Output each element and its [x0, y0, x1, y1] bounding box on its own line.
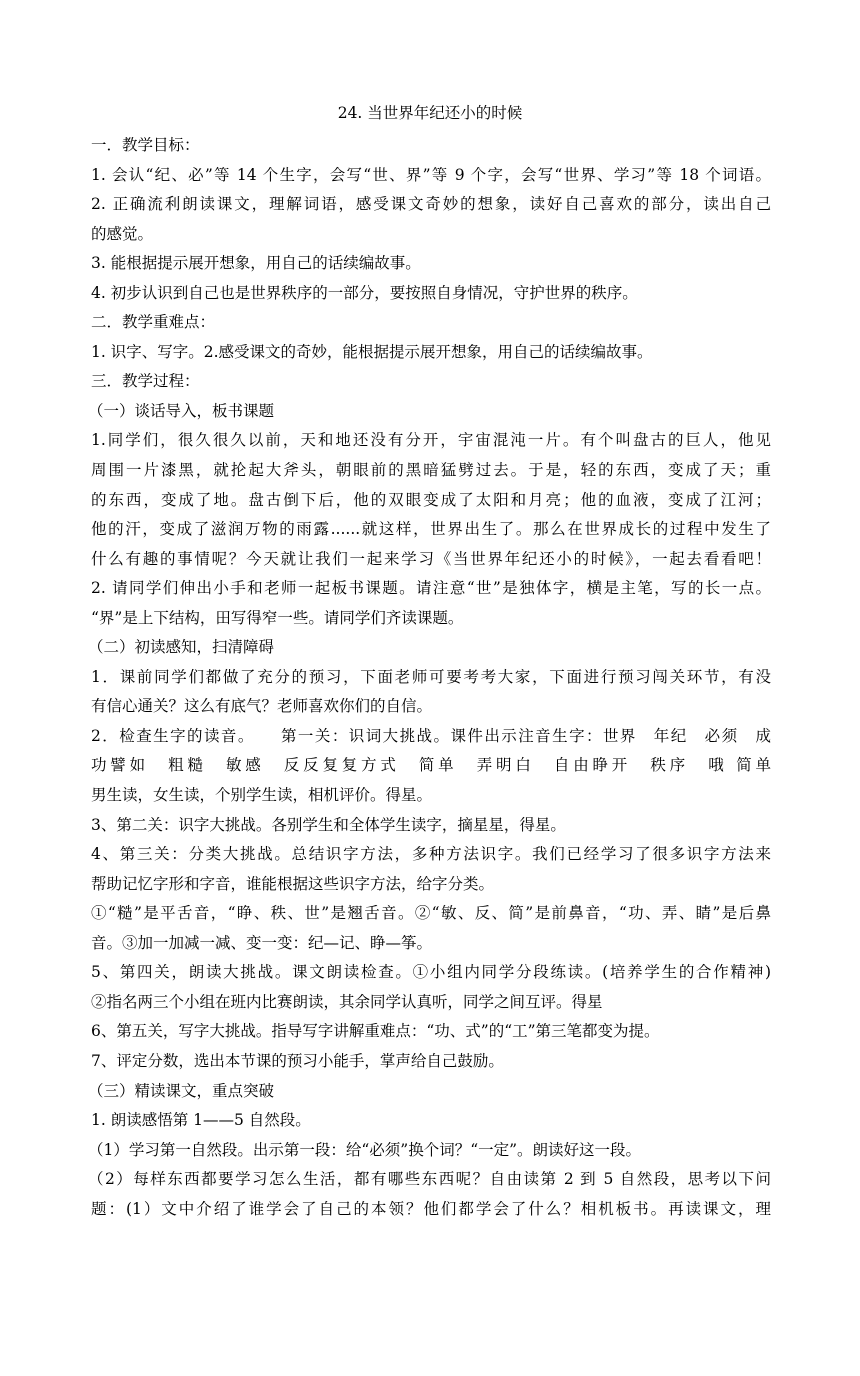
text-line: 男生读，女生读，个别学生读，相机评价。得星。: [91, 786, 433, 805]
text-line: 二．教学重难点：: [91, 313, 216, 332]
text-line: 2．检查生字的读音。 第一关：识词大挑战。课件出示注音生字：世界 年纪 必须 成: [91, 726, 771, 745]
text-line: 题：(1）文中介绍了谁学会了自己的本领？他们都学会了什么？相机板书。再读课文，理: [91, 1199, 771, 1218]
text-line: 6、第五关，写字大挑战。指导写字讲解重难点：“功、式”的“工”第三笔都变为提。: [91, 1022, 660, 1041]
document-title: 24. 当世界年纪还小的时候: [337, 104, 523, 122]
text-line: 音。③加一加减一减、变一变：纪—记、睁—筝。: [91, 933, 433, 952]
text-line: （2）每样东西都要学习怎么生活，都有哪些东西呢？自由读第 2 到 5 自然段，思考以下问: [88, 1170, 771, 1189]
text-line: 7、评定分数，选出本节课的预习小能手，掌声给自己鼓励。: [91, 1051, 504, 1070]
text-line: 1. 会认“纪、必”等 14 个生字，会写“世、界”等 9 个字，会写“世界、学习”等 18 个词语。: [91, 165, 771, 184]
text-line: 一．教学目标：: [91, 136, 200, 154]
text-line: 1. 识字、写字。2.感受课文的奇妙，能根据提示展开想象，用自己的话续编故事。: [91, 342, 653, 361]
text-line: 三．教学过程：: [91, 372, 200, 391]
text-line: 2. 正确流利朗读课文，理解词语，感受课文奇妙的想象，读好自己喜欢的部分，读出自己: [91, 195, 771, 214]
text-line: 1．课前同学们都做了充分的预习，下面老师可要考考大家，下面进行预习闯关环节，有没: [91, 667, 771, 686]
text-line: 帮助记忆字形和字音，谁能根据这些识字方法，给字分类。: [91, 874, 495, 893]
text-line: 周围一片漆黑，就抡起大斧头，朝眼前的黑暗猛劈过去。于是，轻的东西，变成了天；重: [91, 461, 771, 480]
text-line: 4、第三关：分类大挑战。总结识字方法，多种方法识字。我们已经学习了很多识字方法来: [91, 845, 771, 864]
text-line: 什么有趣的事情呢？今天就让我们一起来学习《当世界年纪还小的时候》，一起去看看吧！: [91, 549, 771, 568]
text-line: （三）精读课文，重点突破: [88, 1081, 275, 1100]
text-line: 1. 朗读感悟第 1——5 自然段。: [91, 1111, 311, 1130]
text-line: 的东西，变成了地。盘古倒下后，他的双眼变成了太阳和月亮；他的血液，变成了江河；: [91, 490, 771, 509]
text-line: 3、第二关：识字大挑战。各别学生和全体学生读字，摘星星，得星。: [91, 815, 566, 834]
text-line: 功譬如 粗糙 敏感 反反复复方式 简单 弄明白 自由睁开 秩序 哦 简单: [91, 756, 771, 775]
text-line: 3. 能根据提示展开想象，用自己的话续编故事。: [91, 254, 421, 273]
text-line: （一）谈话导入，板书课题: [88, 401, 275, 420]
text-line: 有信心通关？这么有底气？老师喜欢你们的自信。: [91, 697, 433, 716]
text-line: ①“糙”是平舌音，“睁、秩、世”是翘舌音。②“敏、反、简”是前鼻音，“功、弄、睛”是后鼻: [91, 904, 771, 923]
text-line: ②指名两三个小组在班内比赛朗读，其余同学认真听，同学之间互评。得星: [91, 992, 603, 1011]
text-line: 1.同学们，很久很久以前，天和地还没有分开，宇宙混沌一片。有个叫盘古的巨人，他见: [91, 431, 771, 450]
text-line: 4. 初步认识到自己也是世界秩序的一部分，要按照自身情况，守护世界的秩序。: [91, 283, 638, 302]
text-line: 2. 请同学们伸出小手和老师一起板书课题。请注意“世”是独体字，横是主笔，写的长一点。: [91, 579, 771, 598]
text-line: 他的汗，变成了滋润万物的雨露......就这样，世界出生了。那么在世界成长的过程中发生了: [91, 520, 771, 539]
text-line: （二）初读感知，扫清障碍: [88, 638, 275, 657]
text-line: （1）学习第一自然段。出示第一段：给“必须”换个词？“一定”。朗读好这一段。: [88, 1140, 642, 1159]
text-line: 5、第四关，朗读大挑战。课文朗读检查。①小组内同学分段练读。(培养学生的合作精神): [91, 963, 771, 982]
text-line: “界”是上下结构，田写得窄一些。请同学们齐读课题。: [91, 608, 464, 627]
text-line: 的感觉。: [91, 224, 154, 243]
document-body: [88, 131, 771, 1224]
